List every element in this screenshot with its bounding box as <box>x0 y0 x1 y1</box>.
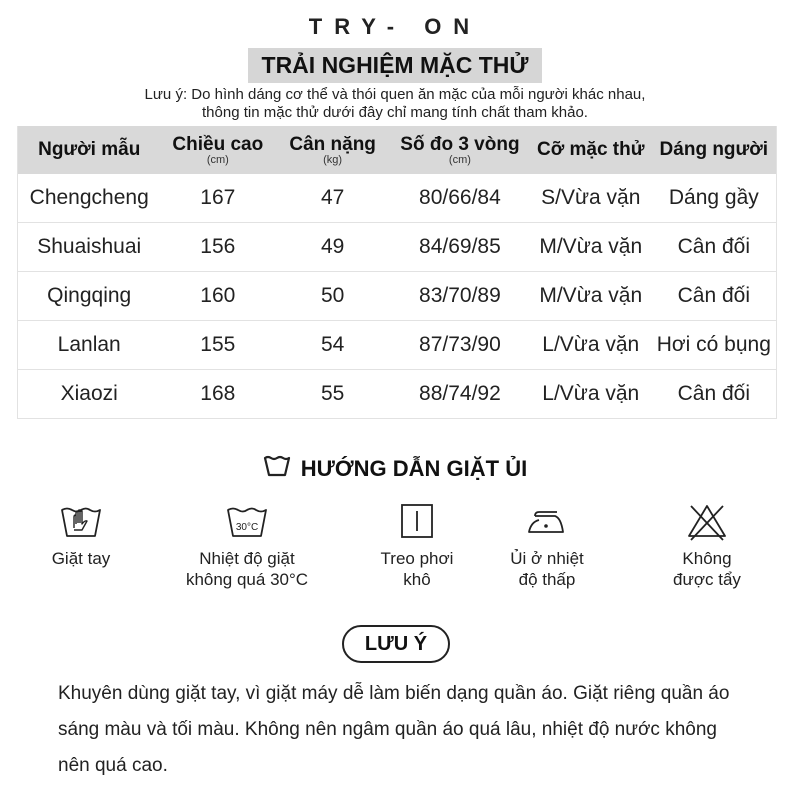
note-line-1: Lưu ý: Do hình dáng cơ thể và thói quen ăn mặc của mỗi người khác nhau, <box>144 86 646 103</box>
iron-low-icon <box>472 502 622 542</box>
wash-tub-icon <box>263 455 291 483</box>
col-model: Người mẫu <box>18 126 161 174</box>
cell-size: M/Vừa vặn <box>530 223 652 272</box>
col-height: Chiều cao (cm) <box>160 126 275 174</box>
no-bleach-label <box>632 548 782 590</box>
wash-30-line-2: không quá 30°C <box>185 570 309 589</box>
cell-model: Shuaishuai <box>18 223 161 272</box>
cell-body-shape: Cân đối <box>652 370 777 419</box>
notice-badge: LƯU Ý <box>342 625 450 663</box>
cell-height: 168 <box>160 370 275 419</box>
care-item-hand-wash <box>6 502 156 569</box>
advice-line-1: Khuyên dùng giặt tay, vì giặt máy dễ làm biến dạng quần áo. Giặt riêng quần áo <box>58 683 730 704</box>
cell-weight: 50 <box>275 272 390 321</box>
cell-model: Qingqing <box>18 272 161 321</box>
title-wrap <box>0 48 790 83</box>
washing-title-text: HƯỚNG DẪN GIẶT ỦI <box>300 456 528 482</box>
no-bleach-icon <box>632 502 782 542</box>
table-row <box>18 321 777 370</box>
cell-model: Lanlan <box>18 321 161 370</box>
cell-body-shape: Hơi có bụng <box>652 321 777 370</box>
cell-height: 155 <box>160 321 275 370</box>
cell-height: 167 <box>160 174 275 223</box>
cell-measurements: 84/69/85 <box>390 223 530 272</box>
wash-temp-text: 30°C <box>235 522 259 533</box>
cell-size: S/Vừa vặn <box>530 174 652 223</box>
care-advice-text <box>58 676 748 784</box>
cell-body-shape: Dáng gầy <box>652 174 777 223</box>
page-title: TRẢI NGHIỆM MẶC THỬ <box>248 48 543 83</box>
wash-30-icon <box>172 502 322 542</box>
note-line-2: thông tin mặc thử dưới đây chỉ mang tính chất tham khảo. <box>202 104 588 121</box>
col-measurements: Số đo 3 vòng (cm) <box>390 126 530 174</box>
wash-30-label <box>172 548 322 590</box>
table-header-row <box>18 126 777 174</box>
washing-section-title <box>0 455 790 483</box>
advice-line-3: nên quá cao. <box>58 755 168 776</box>
drip-dry-label <box>342 548 492 590</box>
no-bleach-line-2: được tẩy <box>673 570 741 589</box>
cell-model: Chengcheng <box>18 174 161 223</box>
cell-size: L/Vừa vặn <box>530 321 652 370</box>
cell-model: Xiaozi <box>18 370 161 419</box>
brand-title: TRY- ON <box>308 14 482 39</box>
iron-low-line-1: Ủi ở nhiệt <box>510 549 584 568</box>
iron-low-label <box>472 548 622 590</box>
col-body-shape: Dáng người <box>652 126 777 174</box>
iron-low-line-2: độ thấp <box>518 570 576 589</box>
cell-body-shape: Cân đối <box>652 272 777 321</box>
cell-measurements: 88/74/92 <box>390 370 530 419</box>
care-item-drip-dry <box>342 502 492 590</box>
cell-measurements: 80/66/84 <box>390 174 530 223</box>
no-bleach-line-1: Không <box>682 549 732 568</box>
col-size: Cỡ mặc thử <box>530 126 652 174</box>
wash-30-line-1: Nhiệt độ giặt <box>199 549 295 568</box>
table-row <box>18 223 777 272</box>
care-item-iron-low <box>472 502 622 590</box>
table-row <box>18 174 777 223</box>
care-item-no-bleach <box>632 502 782 590</box>
cell-size: M/Vừa vặn <box>530 272 652 321</box>
table-row <box>18 370 777 419</box>
table-row <box>18 272 777 321</box>
cell-height: 160 <box>160 272 275 321</box>
hand-wash-icon <box>6 502 156 542</box>
cell-weight: 55 <box>275 370 390 419</box>
drip-dry-line-1: Treo phơi <box>380 549 454 568</box>
drip-dry-line-2: khô <box>403 570 431 589</box>
cell-height: 156 <box>160 223 275 272</box>
cell-weight: 54 <box>275 321 390 370</box>
care-item-wash-30 <box>172 502 322 590</box>
cell-measurements: 87/73/90 <box>390 321 530 370</box>
cell-measurements: 83/70/89 <box>390 272 530 321</box>
cell-body-shape: Cân đối <box>652 223 777 272</box>
hand-wash-label: Giặt tay <box>51 549 111 568</box>
advice-line-2: sáng màu và tối màu. Không nên ngâm quần áo quá lâu, nhiệt độ nước không <box>58 719 717 740</box>
cell-size: L/Vừa vặn <box>530 370 652 419</box>
drip-dry-icon <box>342 502 492 542</box>
disclaimer-note <box>0 86 790 122</box>
col-weight: Cân nặng (kg) <box>275 126 390 174</box>
try-on-table <box>17 126 777 419</box>
cell-weight: 49 <box>275 223 390 272</box>
cell-weight: 47 <box>275 174 390 223</box>
